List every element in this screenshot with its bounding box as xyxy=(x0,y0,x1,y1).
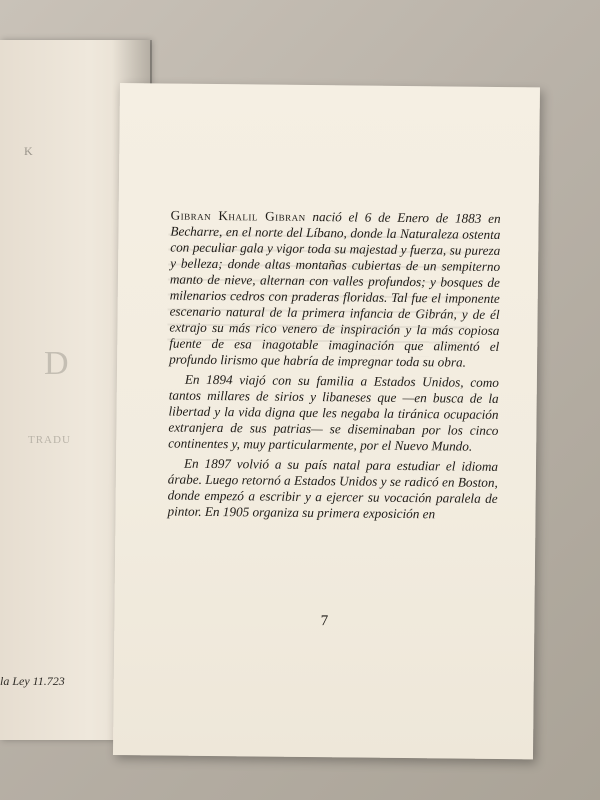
left-page-title-fragment: D xyxy=(44,345,69,382)
paragraph-text: En 1897 volvió a su país natal para estudiar el idioma árabe. Luego retornó a Estados Unidos y se radicó en Boston, donde empezó a escribir y a ejercer su vocación paralela de pintor. En 1905 organiza su primera exposición en xyxy=(167,455,499,522)
page-number: 7 xyxy=(320,613,329,630)
left-page-copyright-fragment: la Ley 11.723 xyxy=(0,674,65,688)
paragraph-text: En 1894 viajó con su familia a Estados Unidos, como tantos millares de sirios y libaneses que —en busca de la libertad y la vida digna que les negaba la tiránica ocupación extranjera de sus patrias— se diseminaban por los cinco continentes y, muy particularmente, por el Nuevo Mundo. xyxy=(168,371,499,454)
paragraph-text: nació el 6 de Enero de 1883 en Becharre, en el norte del Líbano, donde la Naturaleza ostenta con peculiar gala y vigor toda su majestad y fuerza, su pureza y belleza; donde altas montañas cubiertas de un sempiterno manto de nieve, alternan con valles profundos; y bosques de milenarios cedros con praderas floridas. Tal fue el imponente escenario natural de la primera infancia de Gibrán, y de él extrajo su más rico venero de inspiración y la más copiosa fuente de esa inagotable imaginación que alimentó el profundo lirismo que habría de impregnar toda su obra. xyxy=(169,208,501,370)
right-page xyxy=(113,83,540,759)
body-text xyxy=(167,208,500,527)
paragraph xyxy=(168,372,499,455)
paragraph xyxy=(169,208,501,371)
left-page-subtitle-fragment: TRADU xyxy=(28,434,71,446)
left-page-header-fragment: K xyxy=(24,144,34,158)
paragraph xyxy=(167,456,498,523)
author-name: Gibran Khalil Gibran xyxy=(170,207,306,224)
